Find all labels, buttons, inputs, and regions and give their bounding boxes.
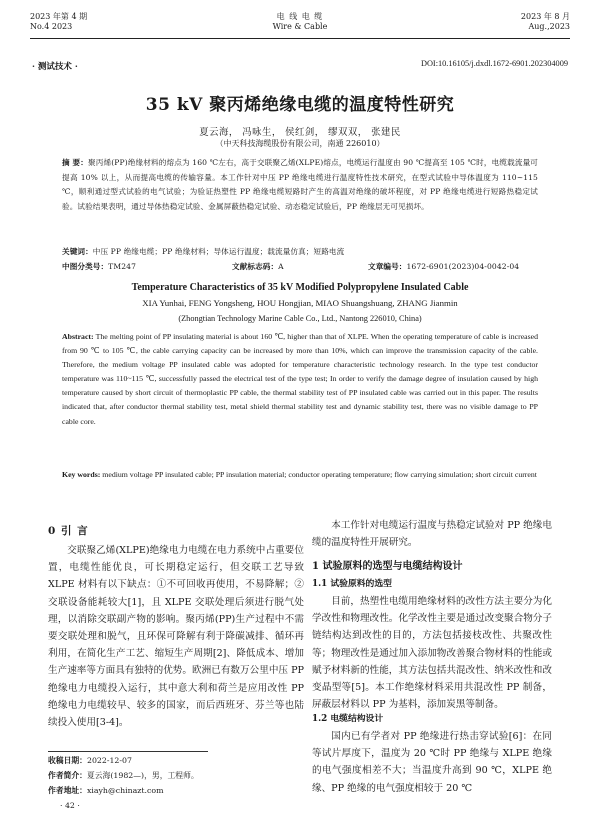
section-1-2-heading: 1.2 电缆结构设计: [312, 714, 384, 724]
keywords-cn-text: 中压 PP 绝缘电缆；PP 绝缘材料；导体运行温度；载流量仿真；短路电流: [92, 247, 345, 256]
clc-label: 中图分类号：: [62, 262, 109, 271]
paper-title-cn: 35 kV 聚丙烯绝缘电缆的温度特性研究: [145, 95, 455, 115]
received-date: [48, 753, 304, 768]
author-email: [48, 783, 304, 798]
code-label: 文献标志码：: [232, 262, 279, 271]
issue-cn: 2023 年第 4 期: [30, 12, 88, 21]
affiliation-en: (Zhongtian Technology Marine Cable Co., Ltd., Nantong 226010, China): [178, 314, 422, 323]
abstract-cn: [62, 156, 538, 214]
article-number-label: 文章编号：: [368, 262, 407, 271]
section-1-heading: 1 试验原料的选型与电缆结构设计: [312, 561, 463, 572]
code-value: A: [278, 262, 284, 271]
abstract-en: [62, 330, 538, 429]
section-1-1-heading: 1.1 试验原料的选型: [312, 579, 392, 589]
classification-row: [62, 260, 538, 275]
author-bio-label: 作者简介：: [48, 771, 87, 780]
author-bio: [48, 768, 304, 783]
header-rule: [30, 38, 570, 39]
authors-cn: 夏云海， 冯咏生， 侯红剑， 缪双双， 张建民: [199, 127, 401, 138]
email-value: xiayh@chinazt.com: [86, 786, 164, 795]
section-0-heading: 0 引 言: [48, 525, 89, 537]
abstract-en-text: The melting point of PP insulating material is about 160 ℃, higher than that of XLPE. When the operating temperature of cable is increased from 90 ℃ to 105 ℃, the cable carrying capacity can be increased by more than 10%, which can improve the transmission capacity of the cable. Therefore, the medium voltage PP insulated cable was adopted for temperature characteristic technology research. In the type test conductor temperature was 110~115 ℃, successfully passed the electrical test of the type test; In order to verify the damage degree of insulation caused by high temperature caused by short circuit of thermoplastic PP cable, the thermal stability test of PP insulated cable was carried out in this paper. The results indicated that, after conductor thermal stability test, metal shield thermal stability test and dynamic stability test, there was no visible damage to PP cable core.: [62, 332, 539, 426]
abstract-cn-text: 聚丙烯(PP)绝缘材料的熔点为 160 ℃左右，高于交联聚乙烯(XLPE)熔点，电缆运行温度由 90 ℃提高至 105 ℃时，电缆载流量可提高 10% 以上，从而提高电缆的传输容量。本工作针对中压 PP 绝缘电缆进行温度特性技术研究，在型式试验中导体温度为 110~115 ℃，顺利通过型式试验的电气试验；为验证热塑性 PP 绝缘电缆短路时产生的高温对绝缘的破坏程度，对 PP 绝缘电缆进行短路热稳定试验。试验结果表明，通过导体热稳定试验、金属屏蔽热稳定试验、动态稳定试验后，PP 绝缘层无可见损坏。: [62, 158, 539, 211]
date-en: Aug.,2023: [528, 22, 570, 31]
header-center: [250, 12, 350, 32]
column-label: · 测试技术 ·: [32, 62, 78, 72]
clc-value: TM247: [108, 262, 137, 271]
right-intro-paragraph: 本工作针对电缆运行温度与热稳定试验对 PP 绝缘电缆的温度特性开展研究。: [312, 520, 552, 549]
abstract-en-label: Abstract:: [62, 332, 94, 341]
keywords-cn-label: 关键词：: [62, 247, 93, 256]
journal-name-en: Wire & Cable: [272, 22, 328, 31]
keywords-en-label: Key words:: [62, 470, 101, 479]
affiliation-cn: （中天科技海缆股份有限公司，南通 226010）: [215, 139, 385, 148]
issue-en: No.4 2023: [30, 22, 73, 31]
doi: DOI:10.16105/j.dxdl.1672-6901.202304009: [420, 59, 568, 68]
paper-title-en: Temperature Characteristics of 35 kV Modified Polypropylene Insulated Cable: [131, 282, 469, 293]
keywords-en: [62, 468, 538, 482]
journal-name-cn: 电 线 电 缆: [276, 12, 324, 21]
section-1-1-paragraph: 目前，热塑性电缆用绝缘材料的改性方法主要分为化学改性和物理改性。化学改性主要是通过改变聚合物分子链结构达到改性的目的，方法包括接枝改性、共聚改性等；物理改性是通过加入添加物改善聚合物材料的性能或赋予材料新的性能，其方法包括共混改性、纳米改性和改变晶型等[5]。本工作绝缘材料采用共混改性 PP 制备，屏蔽层材料以 PP 为基料，添加炭黑等制备。: [312, 596, 552, 711]
received-value: 2022-12-07: [86, 756, 132, 765]
header-right: [450, 12, 570, 32]
footnote-rule: [48, 751, 208, 752]
section-0-paragraph: 交联聚乙烯(XLPE)绝缘电力电缆在电力系统中占重要位置，电缆性能优良，可长期稳定运行，但交联工艺导致 XLPE 材料有以下缺点：①不可回收再使用，不易降解；②交联设备能耗较大[1]，且 XLPE 交联处理后须进行脱气处理，以消除交联副产物的影响。聚丙烯(PP)生产过程中不需要交联处理和脱气，且环保可降解有利于降碳减排、循环再利用，在简化生产工艺、缩短生产周期[2]、降低成本、增加生产速率等方面具有独特的优势。欧洲已有数万公里中压 PP 绝缘电力电缆投入运行，其中意大利和荷兰是应用改性 PP 绝缘电力电缆较早、较多的国家，而后西班牙、芬兰等也陆续投入使用[3-4]。: [48, 545, 304, 729]
authors-en: XIA Yunhai, FENG Yongsheng, HOU Hongjian, MIAO Shuangshuang, ZHANG Jianmin: [142, 298, 458, 308]
article-number-value: 1672-6901(2023)04-0042-04: [406, 262, 520, 271]
email-label: 作者地址：: [48, 786, 87, 795]
keywords-en-text: medium voltage PP insulated cable; PP insulation material; conductor operating temperature; flow carrying simulation; short circuit current: [102, 470, 537, 479]
footnote: [48, 753, 304, 798]
page-number: · 42 ·: [60, 801, 80, 810]
header-left: [30, 12, 150, 32]
abstract-cn-label: 摘 要：: [62, 158, 89, 167]
date-cn: 2023 年 8 月: [520, 12, 570, 21]
received-label: 收稿日期：: [48, 756, 87, 765]
author-bio-value: 夏云海(1982—)，男，工程师。: [86, 771, 199, 780]
keywords-cn: [62, 245, 538, 260]
section-1-2-paragraph: 国内已有学者对 PP 绝缘进行热击穿试验[6]：在同等试片厚度下，温度为 20 ℃时 PP 绝缘与 XLPE 绝缘的电气强度相差不大；当温度升高到 90 ℃，XLPE 绝缘、PP 绝缘的电气强度相较于 20 ℃: [312, 731, 552, 794]
